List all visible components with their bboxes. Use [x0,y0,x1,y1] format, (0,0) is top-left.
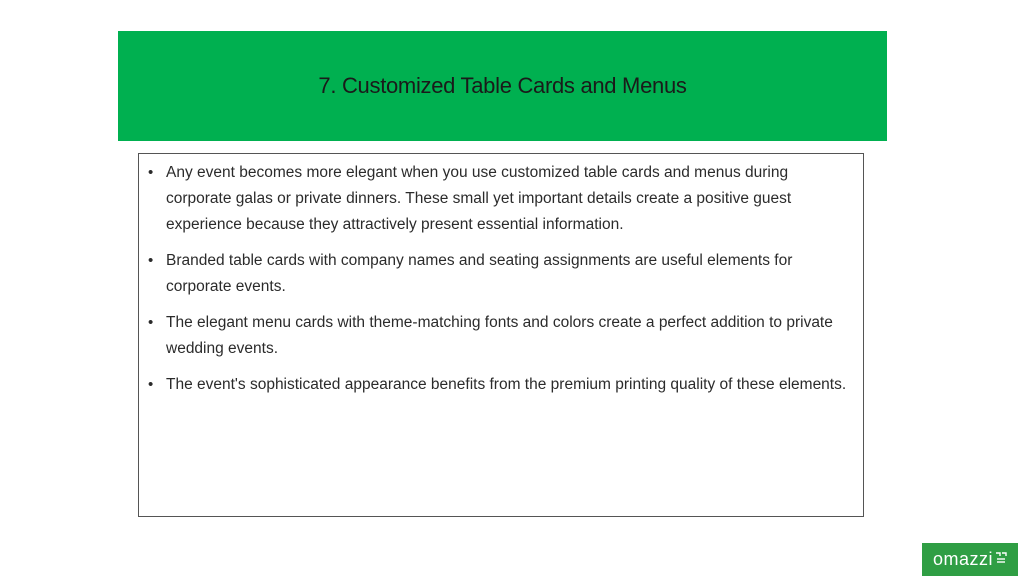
slide-title: 7. Customized Table Cards and Menus [318,73,687,98]
content-box [138,153,864,517]
bullet-text: The event's sophisticated appearance benefits from the premium printing quality of these elements. [166,376,847,393]
bullet-item [145,372,855,398]
bullet-text: Any event becomes more elegant when you use customized table cards and menus during corporate galas or private dinners. These small yet important details create a positive guest experience because they attractively present essential information. [166,164,792,233]
bullet-text: The elegant menu cards with theme-matching fonts and colors create a perfect addition to private wedding events. [166,314,833,357]
omazzi-logo-icon [995,550,1007,566]
bullet-item [145,160,855,238]
bullet-text: Branded table cards with company names and seating assignments are useful elements for corporate events. [166,252,793,295]
title-banner [118,31,887,141]
bullet-dot-icon: • [148,164,154,181]
bullet-item [145,310,855,362]
logo-text: omazzi [932,549,993,569]
bullet-dot-icon: • [148,314,154,331]
omazzi-logo [922,543,1018,576]
bullet-dot-icon: • [148,376,154,393]
bullet-dot-icon: • [148,252,154,269]
bullet-list [145,160,855,398]
bullet-item [145,248,855,300]
